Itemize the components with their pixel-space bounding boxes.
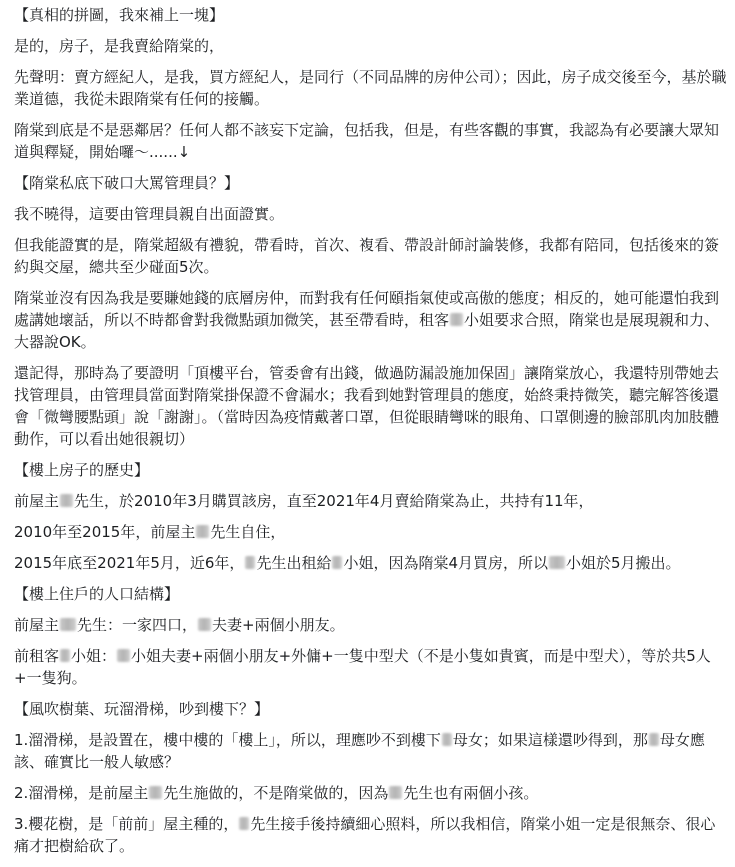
- redacted-name: [117, 649, 130, 662]
- section-heading-household: 【樓上住戶的人口結構】: [14, 585, 180, 603]
- redacted-name: [450, 313, 463, 326]
- section-heading-puzzle: 【真相的拼圖，我來補上一塊】: [14, 6, 225, 24]
- redacted-name: [332, 556, 342, 569]
- paragraph-bad-neighbor: 隋棠到底是不是惡鄰居？任何人都不該妄下定論，包括我，但是，有些客觀的事實，我認為有必要讓大眾知道與釋疑，開始囉～......↓: [14, 121, 720, 161]
- redacted-name: [389, 786, 402, 799]
- redacted-name: [649, 733, 659, 746]
- redacted-name: [60, 494, 73, 507]
- paragraph-noise-slide: 1.溜滑梯，是設置在，樓中樓的「樓上」，所以，理應吵不到樓下 母女；如果這樣還吵得到，那 母女應該、確實比一般人敏感？: [14, 731, 705, 771]
- redacted-name: [245, 556, 255, 569]
- paragraph-household-owner: 前屋主 先生：一家四口， 夫妻+兩個小朋友。: [14, 616, 345, 634]
- paragraph-disclaimer: 先聲明：賣方經紀人，是我，買方經紀人，是同行（不同品牌的房仲公司）；因此，房子成交後至今，基於職業道德，我從未跟隋棠有任何的接觸。: [14, 68, 727, 108]
- paragraph-history-owner: 前屋主 先生，於2010年3月購買該房，直至2021年4月賣給隋棠為止，共持有11年，: [14, 492, 594, 510]
- section-heading-manager: 【隋棠私底下破口大罵管理員？】: [14, 174, 240, 192]
- paragraph-history-rent: 2015年底至2021年5月，近6年， 先生出租給 小姐，因為隋棠4月買房，所以 小姐於5月搬出。: [14, 554, 681, 572]
- redacted-name: [198, 618, 211, 631]
- redacted-name: [60, 618, 76, 631]
- paragraph-history-self: 2010年至2015年，前屋主 先生自住，: [14, 523, 286, 541]
- paragraph-remember: 還記得，那時為了要證明「頂樓平台，管委會有出錢，做過防漏設施加保固」讓隋棠放心，我還特別帶她去找管理員，由管理員當面對隋棠掛保證不會漏水；我看到她對管理員的態度，始終秉持微笑，聽完解答後還會「微彎腰點頭」說「謝謝」。（當時因為疫情戴著口罩，但從眼睛彎咪的眼角、口罩側邊的臉部肌肉加肢體動作，可以看出她很親切）: [14, 364, 720, 448]
- redacted-name: [549, 556, 565, 569]
- redacted-name: [196, 525, 209, 538]
- section-heading-history: 【樓上房子的歷史】: [14, 461, 150, 479]
- paragraph-attitude: 隋棠並沒有因為我是要賺她錢的底層房仲，而對我有任何頤指氣使或高傲的態度；相反的，她可能還怕我到處講她壞話，所以不時都會對我微點頭加微笑，甚至帶看時，租客 小姐要求合照，隋棠也是展現親和力、大器說OK。: [14, 289, 720, 351]
- paragraph-noise-slide-owner: 2.溜滑梯，是前屋主 先生施做的，不是隋棠做的，因為 先生也有兩個小孩。: [14, 784, 539, 802]
- redacted-name: [442, 733, 452, 746]
- redacted-name: [60, 649, 70, 662]
- paragraph-sold-to: 是的，房子，是我賣給隋棠的，: [14, 37, 225, 55]
- paragraph-noise-tree: 3.櫻花樹，是「前前」屋主種的， 先生接手後持續細心照料，所以我相信，隋棠小姐一定是很無奈、很心痛才把樹給砍了。: [14, 815, 716, 855]
- redacted-name: [149, 786, 162, 799]
- redacted-name: [239, 817, 249, 830]
- section-heading-noise: 【風吹樹葉、玩溜滑梯，吵到樓下？】: [14, 700, 270, 718]
- paragraph-unknown: 我不曉得，這要由管理員親自出面證實。: [14, 205, 285, 223]
- paragraph-household-tenant: 前租客 小姐： 小姐夫妻+兩個小朋友+外傭+一隻中型犬（不是小隻如貴賓，而是中型犬），等於共5人+一隻狗。: [14, 647, 711, 687]
- paragraph-polite: 但我能證實的是，隋棠超級有禮貌，帶看時，首次、複看、帶設計師討論裝修，我都有陪同，包括後來的簽約與交屋，總共至少碰面5次。: [14, 236, 720, 276]
